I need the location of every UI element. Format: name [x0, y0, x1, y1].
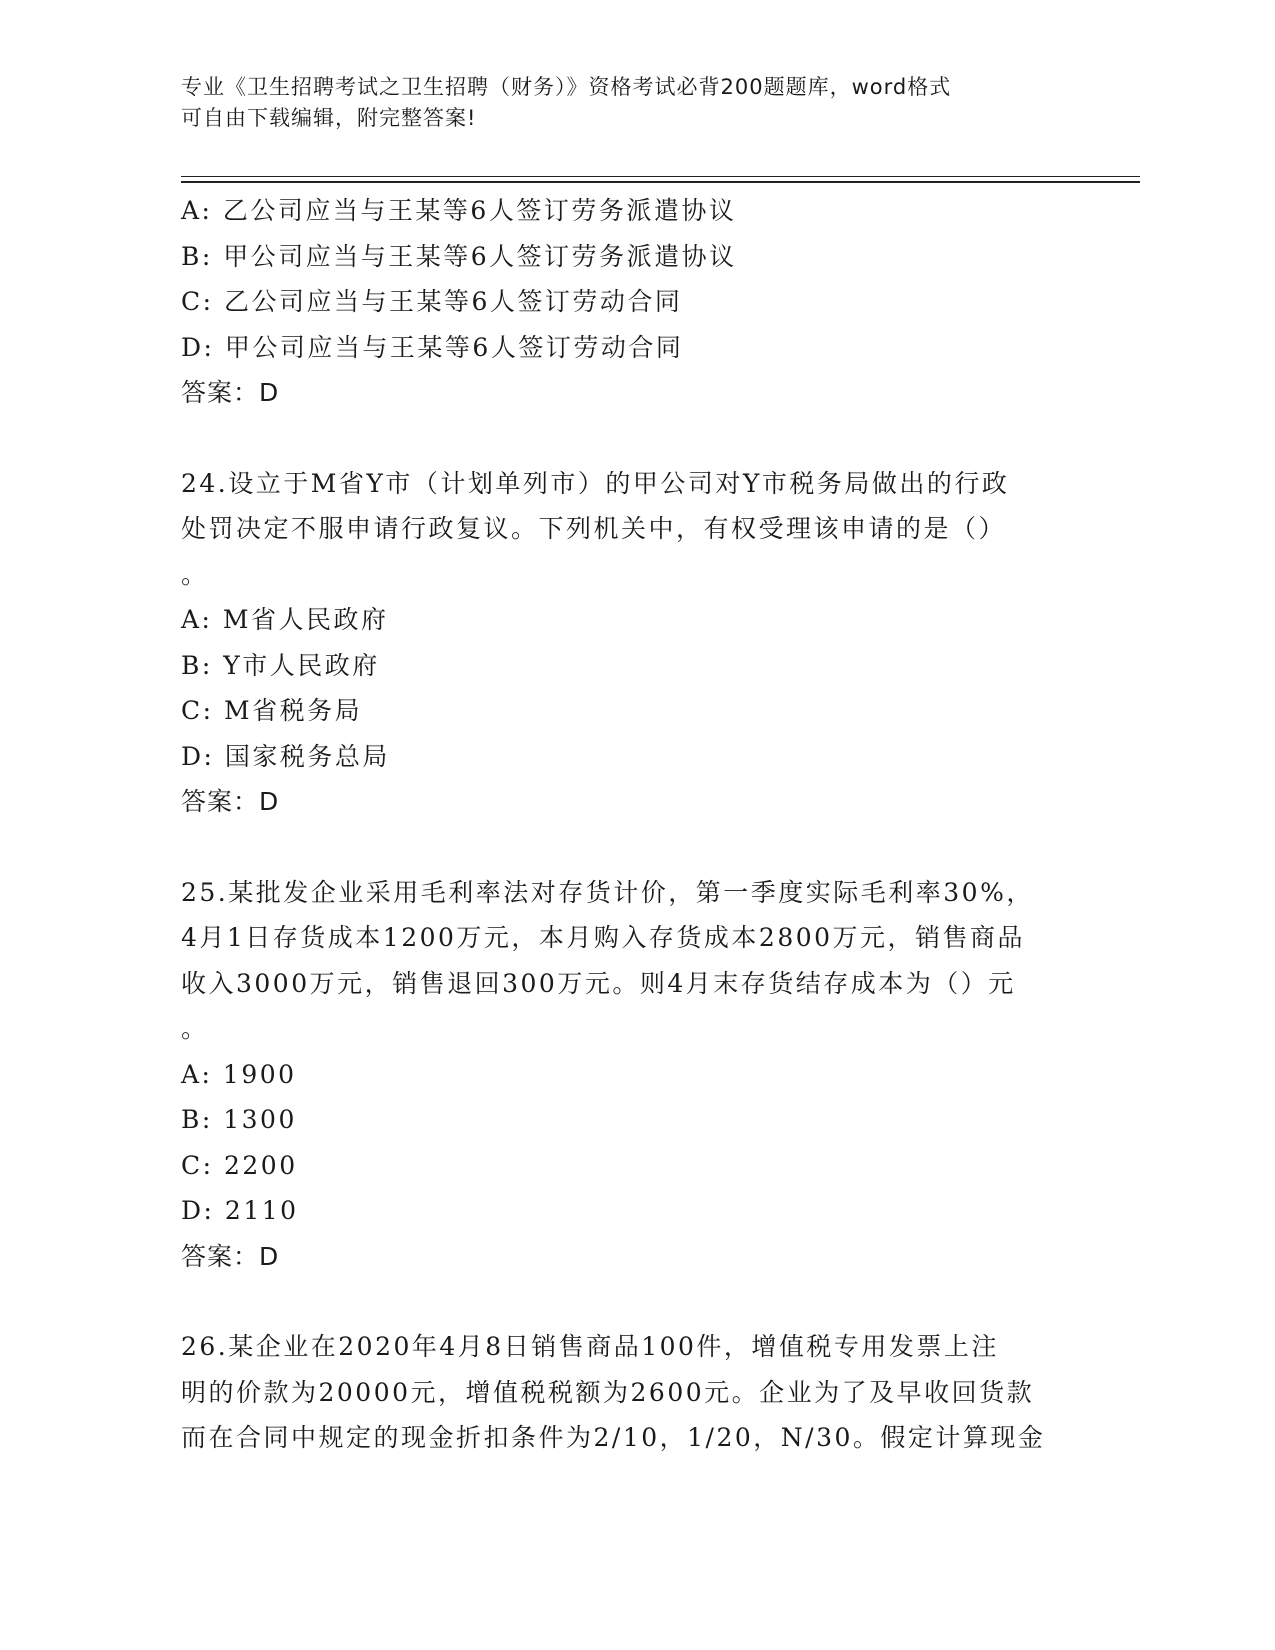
question-25 — [181, 870, 1061, 1280]
question-23 — [181, 188, 1061, 416]
question-stem-line: 25.某批发企业采用毛利率法对存货计价，第一季度实际毛利率30%， — [181, 877, 1034, 907]
option-a: A: 1900 — [181, 1059, 297, 1089]
option-d: D: 国家税务总局 — [181, 741, 390, 771]
option-c: C: 乙公司应当与王某等6人签订劳动合同 — [181, 287, 683, 316]
answer: 答案：D — [181, 1241, 280, 1271]
spacer — [181, 416, 1061, 461]
header-rule-thin — [181, 176, 1140, 177]
question-stem-line: 而在合同中规定的现金折扣条件为2/10，1/20，N/30。假定计算现金 — [181, 1423, 1046, 1452]
question-stem-line: 26.某企业在2020年4月8日销售商品100件，增值税专用发票上注 — [181, 1332, 999, 1361]
answer: 答案：D — [181, 378, 280, 407]
option-c: C: 2200 — [181, 1150, 298, 1180]
question-stem-line: 4月1日存货成本1200万元，本月购入存货成本2800万元，销售商品 — [181, 923, 1026, 952]
option-a: A: M省人民政府 — [181, 605, 389, 634]
header-line-1: 专业《卫生招聘考试之卫生招聘（财务）》资格考试必背200题题库，word格式 — [181, 75, 952, 99]
document-header — [181, 72, 1061, 134]
question-stem-line: 明的价款为20000元，增值税税额为2600元。企业为了及早收回货款 — [181, 1377, 1035, 1407]
option-b: B: 甲公司应当与王某等6人签订劳务派遣协议 — [181, 241, 737, 271]
question-stem-line: 收入3000万元，销售退回300万元。则4月末存货结存成本为（）元 — [181, 968, 1016, 998]
option-b: B: 1300 — [181, 1105, 297, 1134]
question-24 — [181, 461, 1061, 825]
question-stem-line: 。 — [181, 559, 209, 589]
question-stem-line: 处罚决定不服申请行政复议。下列机关中，有权受理该申请的是（） — [181, 514, 1007, 543]
option-d: D: 2110 — [181, 1196, 299, 1225]
document-body — [181, 188, 1061, 1461]
header-line-2: 可自由下载编辑，附完整答案! — [181, 106, 477, 130]
header-rule-thick — [181, 181, 1140, 183]
spacer — [181, 825, 1061, 870]
option-b: B: Y市人民政府 — [181, 650, 380, 680]
spacer — [181, 1279, 1061, 1324]
option-d: D: 甲公司应当与王某等6人签订劳动合同 — [181, 332, 684, 362]
option-a: A: 乙公司应当与王某等6人签订劳务派遣协议 — [181, 196, 737, 225]
question-stem-line: 24.设立于M省Y市（计划单列市）的甲公司对Y市税务局做出的行政 — [181, 468, 1010, 498]
question-26 — [181, 1324, 1061, 1461]
answer: 答案：D — [181, 787, 280, 816]
question-stem-line: 。 — [181, 1014, 209, 1043]
option-c: C: M省税务局 — [181, 696, 363, 725]
